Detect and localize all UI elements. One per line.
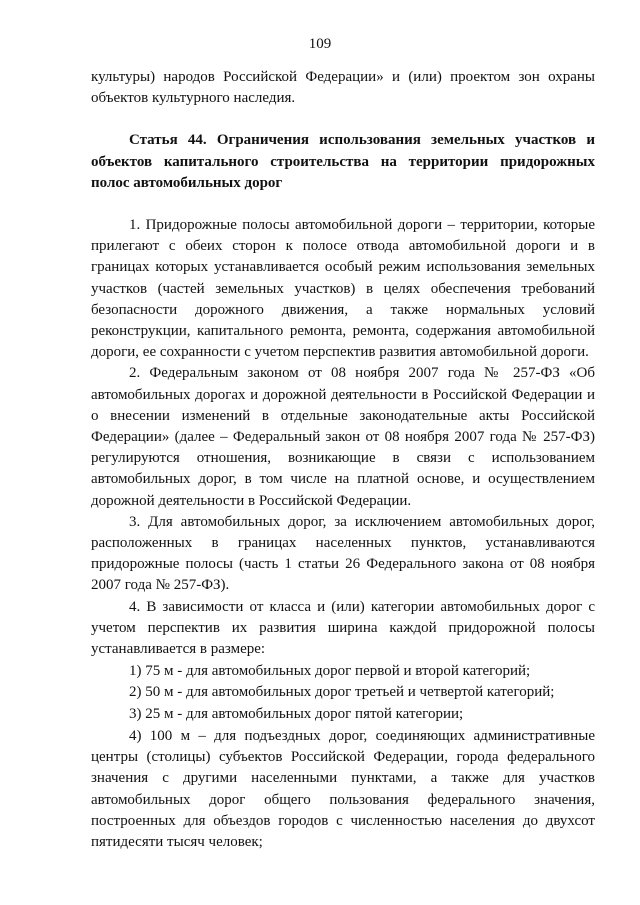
intro-paragraph: культуры) народов Российской Федерации» и (или) проектом зон охраны объектов культурного наследия. — [91, 69, 595, 107]
paragraph-2: 2. Федеральным законом от 08 ноября 2007 года № 257-ФЗ «Об автомобильных дорогах и дорожной деятельности в Российской Федерации и о внесении изменений в отдельные законодательные акты Российской Федерации» (далее – Федеральный закон от 08 ноября 2007 года № 257-ФЗ) регулируются отношения, возникающие в связи с использованием автомобильных дорог, в том числе на платной основе, и осуществлением дорожной деятельности в Российской Федерации. — [91, 365, 595, 509]
list-item-1: 1) 75 м - для автомобильных дорог первой и второй категорий; — [129, 662, 531, 679]
paragraph-1: 1. Придорожные полосы автомобильной дороги – территории, которые прилегают с обеих сторон к полосе отвода автомобильной дороги и в границах которых устанавливается особый режим использования земельных участков (частей земельных участков) в целях обеспечения требований безопасности дорожного движения, а также нормальных условий реконструкции, капитального ремонта, ремонта, содержания автомобильной дороги, ее сохранности с учетом перспектив развития автомобильной дороги. — [91, 217, 595, 361]
list-item-3: 3) 25 м - для автомобильных дорог пятой категории; — [129, 706, 464, 723]
paragraph-4: 4. В зависимости от класса и (или) категории автомобильных дорог с учетом перспектив их развития ширина каждой придорожной полосы устанавливается в размере: — [91, 598, 595, 658]
paragraph-3: 3. Для автомобильных дорог, за исключением автомобильных дорог, расположенных в границах населенных пунктов, устанавливаются придорожные полосы (часть 1 статьи 26 Федерального закона от 08 ноября 2007 года № 257-ФЗ). — [91, 513, 595, 594]
document-body — [91, 67, 595, 853]
list-item-4: 4) 100 м – для подъездных дорог, соединяющих административные центры (столицы) субъектов Российской Федерации, города федерального значения с другими населенными пунктами, а также для участков автомобильных дорог общего пользования федерального значения, построенных для объездов городов с численностью населения до двухсот пятидесяти тысяч человек; — [91, 727, 595, 850]
page-number: 109 — [308, 36, 332, 52]
list-item-2: 2) 50 м - для автомобильных дорог третьей и четвертой категорий; — [129, 684, 555, 701]
article-heading: Статья 44. Ограничения использования земельных участков и объектов капитального строительства на территории придорожных полос автомобильных дорог — [91, 132, 595, 191]
